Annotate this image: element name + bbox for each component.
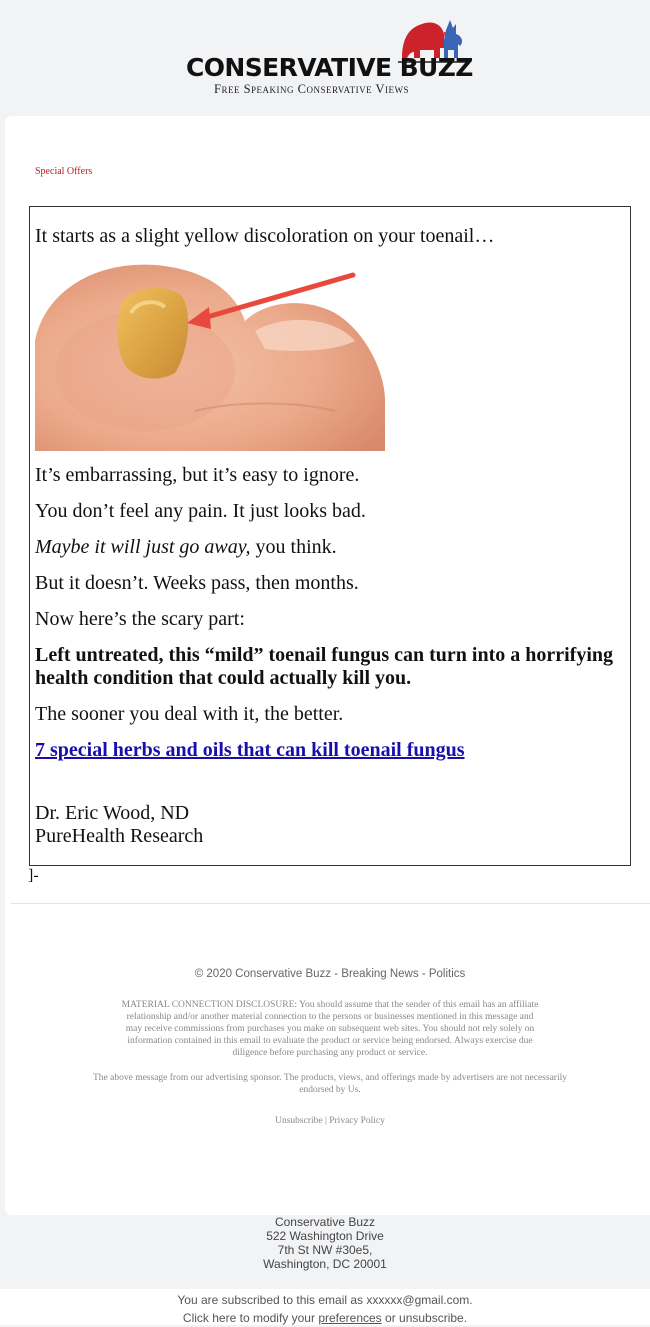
divider [11,903,650,904]
disclosure-text: MATERIAL CONNECTION DISCLOSURE: You should assume that the sender of this email has an affiliate relationship and/or another material connection to the persons or businesses mentioned in this message and may receive commissions from purchases you make on subsequent web sites. You should not rely solely on information contained in this email to evaluate the product or service being endorsed. Always exercise due diligence before purchasing any product or service. [121,1000,539,1058]
body-paragraph: The sooner you deal with it, the better. [35,703,344,725]
body-paragraph [35,536,625,559]
preferences-link[interactable]: preferences [318,1311,382,1325]
ad-content-box [29,206,631,866]
warning-paragraph: Left untreated, this “mild” toenail fungus can turn into a horrifying health condition that could actually kill you. [35,644,613,689]
body-paragraph: You don’t feel any pain. It just looks bad. [35,500,366,522]
mailing-address [0,1215,650,1271]
privacy-policy-link[interactable]: Privacy Policy [329,1116,385,1126]
address-line: 522 Washington Drive [266,1229,384,1243]
address-name: Conservative Buzz [274,1215,376,1229]
body-paragraph: It’s embarrassing, but it’s easy to ignore. [35,464,360,486]
email-card [5,116,650,1215]
cta-link[interactable]: 7 special herbs and oils that can kill toenail fungus [35,739,465,761]
email-header [0,0,650,116]
signature [35,802,625,848]
intro-text: It starts as a slight yellow discoloration on your toenail… [35,225,495,247]
stray-text: ]- [28,867,39,884]
signature-name: Dr. Eric Wood, ND [35,802,190,824]
logo-title: CONSERVATIVE BUZZ [186,53,473,82]
signature-org: PureHealth Research [35,825,204,847]
address-line: 7th St NW #30e5, [277,1243,373,1257]
copyright: © 2020 Conservative Buzz - Breaking News - Politics [194,968,466,980]
conservative-buzz-logo[interactable] [186,18,473,100]
body-text: you think. [250,536,337,558]
unsubscribe-link[interactable]: Unsubscribe [275,1116,323,1126]
cta-paragraph [35,739,625,762]
subscription-info [0,1291,650,1327]
preferences-prefix: Click here to modify your [182,1311,319,1325]
toenail-image[interactable] [35,261,385,451]
body-paragraph: But it doesn’t. Weeks pass, then months. [35,572,359,594]
logo-tagline: Free Speaking Conservative Views [214,82,410,96]
footer-links [5,1116,650,1126]
preferences-suffix: or unsubscribe. [381,1311,468,1325]
address-line: Washington, DC 20001 [263,1257,387,1271]
toenail-fungus-photo-icon [35,261,385,451]
body-paragraph: Now here’s the scary part: [35,608,245,630]
italic-thought: Maybe it will just go away, [35,536,251,558]
link-separator: | [322,1116,330,1126]
special-offers-label: Special Offers [35,166,93,177]
modify-preferences-text [0,1309,650,1327]
subscribed-email-text: You are subscribed to this email as xxxxxx@gmail.com. [177,1293,473,1307]
sponsor-note: The above message from our advertising sponsor. The products, views, and offerings made by advertisers are not necessarily endorsed by Us. [93,1073,567,1095]
